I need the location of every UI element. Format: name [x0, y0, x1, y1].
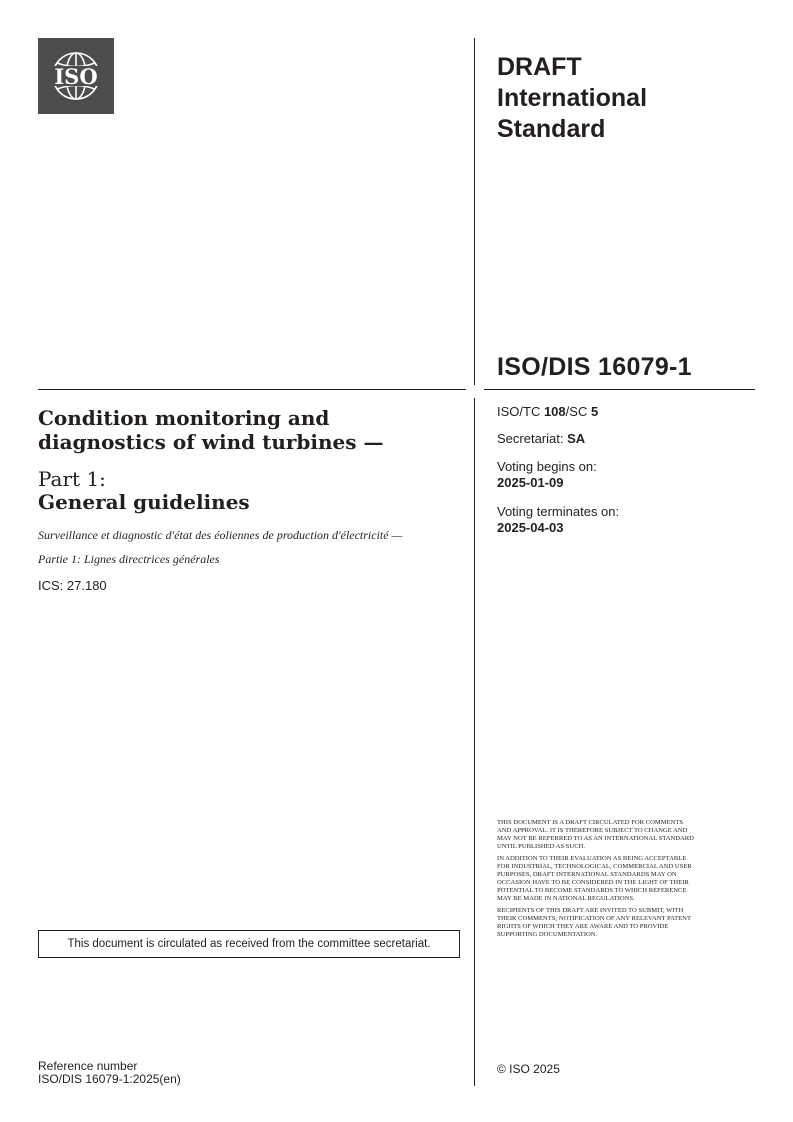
draft-disclaimer — [497, 819, 697, 943]
circulation-notice: This document is circulated as received from the committee secretariat. — [38, 930, 460, 958]
disclaimer-paragraph-1: THIS DOCUMENT IS A DRAFT CIRCULATED FOR COMMENTS AND APPROVAL. IT IS THEREFORE SUBJECT TO CHANGE AND MAY NOT BE REFERRED TO AS AN INTERNATIONAL STANDARD UNTIL PUBLISHED AS SUCH. — [497, 819, 694, 850]
horizontal-rule-left — [38, 389, 466, 390]
ics-code: ICS: 27.180 — [38, 578, 107, 593]
voting-terminates-date: 2025-04-03 — [497, 520, 564, 535]
voting-begins-label: Voting begins on: — [497, 459, 597, 474]
voting-begins — [497, 459, 597, 491]
iso-logo — [38, 38, 114, 114]
document-type-heading — [497, 52, 647, 145]
reference-label: Reference number — [38, 1059, 138, 1073]
french-part-title: Partie 1: Lignes directrices générales — [38, 552, 220, 566]
document-title: Condition monitoring and diagnostics of wind turbines — — [38, 406, 384, 454]
copyright: © ISO 2025 — [497, 1062, 560, 1076]
reference-number — [38, 1060, 181, 1086]
secretariat-label: Secretariat: — [497, 431, 568, 446]
disclaimer-paragraph-2: IN ADDITION TO THEIR EVALUATION AS BEING ACCEPTABLE FOR INDUSTRIAL, TECHNOLOGICAL, COMMERCIAL AND USER PURPOSES, DRAFT INTERNATIONAL STANDARDS MAY ON OCCASION HAVE TO BE CONSIDERED IN THE LIGHT OF THEIR POTENTIAL TO BECOME STANDARDS TO WHICH REFERENCE MAY BE MADE IN NATIONAL REGULATIONS. — [497, 855, 692, 902]
reference-value: ISO/DIS 16079-1:2025(en) — [38, 1072, 181, 1086]
sc-prefix: /SC — [565, 404, 591, 419]
committee-prefix: ISO/TC — [497, 404, 544, 419]
voting-terminates — [497, 504, 619, 536]
heading-line-draft: DRAFT — [497, 53, 582, 81]
heading-line-standard: Standard — [497, 115, 606, 143]
committee-line — [497, 404, 598, 420]
globe-icon — [38, 38, 114, 114]
tc-number: 108 — [543, 404, 566, 419]
heading-line-international: International — [497, 84, 648, 112]
title-block — [38, 406, 458, 593]
horizontal-rule-right — [484, 389, 755, 390]
vertical-divider-top — [474, 38, 475, 385]
sc-number: 5 — [590, 404, 599, 419]
part-label: Part 1: — [38, 467, 106, 491]
standard-number: ISO/DIS 16079-1 — [497, 353, 692, 381]
vertical-divider-bottom — [474, 398, 475, 1086]
disclaimer-paragraph-3: RECIPIENTS OF THIS DRAFT ARE INVITED TO SUBMIT, WITH THEIR COMMENTS, NOTIFICATION OF ANY RELEVANT PATENT RIGHTS OF WHICH THEY ARE AWARE AND TO PROVIDE SUPPORTING DOCUMENTATION. — [497, 907, 691, 938]
secretariat-line — [497, 431, 585, 447]
secretariat-value: SA — [567, 431, 586, 446]
voting-begins-date: 2025-01-09 — [497, 475, 564, 490]
french-title: Surveillance et diagnostic d'état des éoliennes de production d'électricité — — [38, 528, 403, 542]
part-title: General guidelines — [38, 490, 250, 514]
logo-text: ISO — [54, 64, 98, 89]
voting-terminates-label: Voting terminates on: — [497, 504, 620, 519]
